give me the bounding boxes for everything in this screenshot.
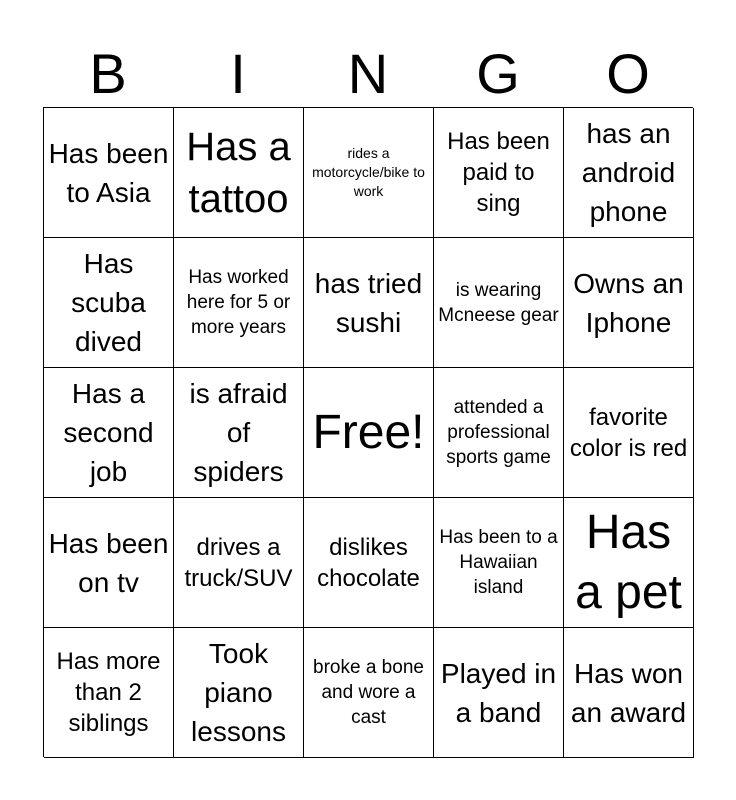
cell-text: Has been paid to sing [447, 128, 550, 217]
bingo-header [43, 40, 693, 108]
header-letter-g: G [476, 42, 520, 105]
header-letter-b: B [89, 42, 127, 105]
bingo-cell[interactable] [174, 368, 304, 498]
cell-text: attended a professional sports game [446, 397, 551, 468]
bingo-cell[interactable] [174, 498, 304, 628]
bingo-cell[interactable] [434, 238, 564, 368]
cell-text: Has worked here for 5 or more years [186, 267, 291, 338]
bingo-cell[interactable] [174, 238, 304, 368]
cell-text: Has a tattoo [186, 124, 291, 221]
cell-text: rides a motorcycle/bike to work [312, 145, 425, 199]
cell-text: drives a truck/SUV [184, 533, 293, 592]
bingo-cell[interactable] [564, 368, 694, 498]
bingo-cell[interactable] [434, 108, 564, 238]
bingo-cell[interactable] [174, 108, 304, 238]
cell-text: is afraid of spiders [189, 378, 288, 487]
cell-text: Owns an Iphone [573, 267, 684, 338]
bingo-cell[interactable] [44, 238, 174, 368]
cell-text: Has a pet [575, 505, 682, 619]
bingo-cell[interactable] [44, 368, 174, 498]
cell-text: Has more than 2 siblings [56, 648, 161, 737]
cell-text: Has a second job [63, 378, 154, 487]
bingo-cell[interactable] [434, 368, 564, 498]
header-letter-i: I [230, 42, 246, 105]
bingo-cell[interactable] [564, 238, 694, 368]
cell-text: Has been to Asia [48, 137, 169, 208]
cell-text: has tried sushi [314, 267, 423, 338]
bingo-cell[interactable] [174, 628, 304, 758]
bingo-cell[interactable] [304, 628, 434, 758]
bingo-cell[interactable] [304, 498, 434, 628]
cell-text: Has been to a Hawaiian island [439, 527, 558, 598]
bingo-cell[interactable] [434, 628, 564, 758]
bingo-cell[interactable] [564, 108, 694, 238]
header-letter-n: N [347, 42, 389, 105]
bingo-grid [43, 107, 693, 757]
bingo-cell[interactable] [434, 498, 564, 628]
cell-text: dislikes chocolate [317, 533, 420, 592]
cell-text: Free! [312, 405, 425, 459]
cell-text: Took piano lessons [191, 638, 286, 747]
bingo-cell[interactable] [304, 108, 434, 238]
header-letter-o: O [606, 42, 650, 105]
bingo-cell[interactable] [44, 108, 174, 238]
cell-text: favorite color is red [569, 403, 688, 462]
bingo-cell-free[interactable] [304, 368, 434, 498]
cell-text: is wearing Mcneese gear [438, 279, 559, 326]
bingo-cell[interactable] [564, 498, 694, 628]
cell-text: broke a bone and wore a cast [313, 657, 424, 728]
cell-text: has an android phone [581, 118, 676, 227]
bingo-cell[interactable] [44, 628, 174, 758]
bingo-cell[interactable] [44, 498, 174, 628]
cell-text: Has scuba dived [71, 248, 146, 357]
cell-text: Has won an award [570, 657, 687, 728]
cell-text: Has been on tv [48, 527, 169, 598]
cell-text: Played in a band [440, 657, 557, 728]
bingo-cell[interactable] [304, 238, 434, 368]
bingo-cell[interactable] [564, 628, 694, 758]
